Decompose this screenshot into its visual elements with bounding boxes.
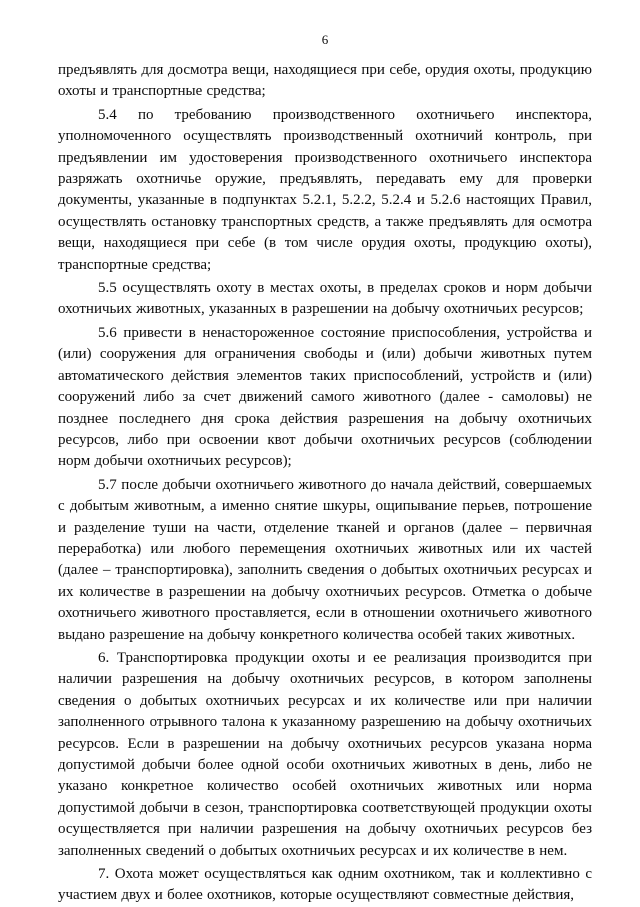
paragraph-7: 7. Охота может осуществляться как одним охотником, так и коллективно с участием двух и более охотников, которые осуществляют совместные действия,: [58, 866, 592, 904]
paragraph-5-7: 5.7 после добычи охотничьего животного до начала действий, совершаемых с добытым животным, а именно снятие шкуры, ощипывание перьев, потрошение и разделение туши на части, отделение тканей и органов (далее – первичная переработка) или любого перемещения охотничьих животных или их частей (далее – транспортировка), заполнить сведения о добытых охотничьих ресурсах и их количестве в разрешении на добычу охотничьих ресурсов. Отметка о добыче охотничьего животного проставляется, если в отношении охотничьего животного выдано разрешение на добычу конкретного количества особей таких животных.: [58, 476, 592, 643]
page-number: 6: [321, 32, 329, 47]
paragraph-5-4: 5.4 по требованию производственного охотничьего инспектора, уполномоченного осуществлять производственный охотничий контроль, при предъявлении им удостоверения производственного охотничьего инспектора разряжать охотничье оружие, предъявлять, передавать ему для проверки документы, указанные в подпунктах 5.2.1, 5.2.2, 5.2.4 и 5.2.6 настоящих Правил, осуществлять остановку транспортных средств, а также предъявлять для осмотра вещи, находящиеся при себе (в том числе орудия охоты, продукцию охоты), транспортные средства;: [58, 106, 592, 273]
paragraph-6: 6. Транспортировка продукции охоты и ее реализация производится при наличии разрешения на добычу охотничьих ресурсов, в котором заполнены сведения о добытых охотничьих ресурсах и их количестве или при наличии заполненного отрывного талона к указанному разрешению на добычу охотничьих ресурсов. Если в разрешении на добычу охотничьих ресурсов указана норма допустимой добычи более одной особи охотничьих животных в день, либо не указано конкретное количество особей охотничьих животных или норма допустимой добычи в сезон, транспортировка соответствующей продукции охоты осуществляется при наличии разрешения на добычу охотничьих ресурсов без заполненных сведений о добытых охотничьих ресурсах и их количестве в нем.: [58, 649, 592, 859]
paragraph-5-5: 5.5 осуществлять охоту в местах охоты, в пределах сроков и норм добычи охотничьих животных, указанных в разрешении на добычу охотничьих ресурсов;: [58, 280, 592, 318]
paragraph-continuation: предъявлять для досмотра вещи, находящиеся при себе, орудия охоты, продукцию охоты и транспортные средства;: [58, 62, 592, 100]
paragraph-5-6: 5.6 привести в ненастороженное состояние приспособления, устройства и (или) сооружения для ограничения свободы и (или) добычи животных путем автоматического действия элементов таких приспособлений, устройств и (или) сооружений либо за счет движений самого животного (далее - самоловы) не позднее последнего дня срока действия разрешения на добычу охотничьих ресурсов, либо при освоении квот добычи охотничьих ресурсов (соблюдении норм добычи охотничьих ресурсов);: [58, 324, 592, 470]
